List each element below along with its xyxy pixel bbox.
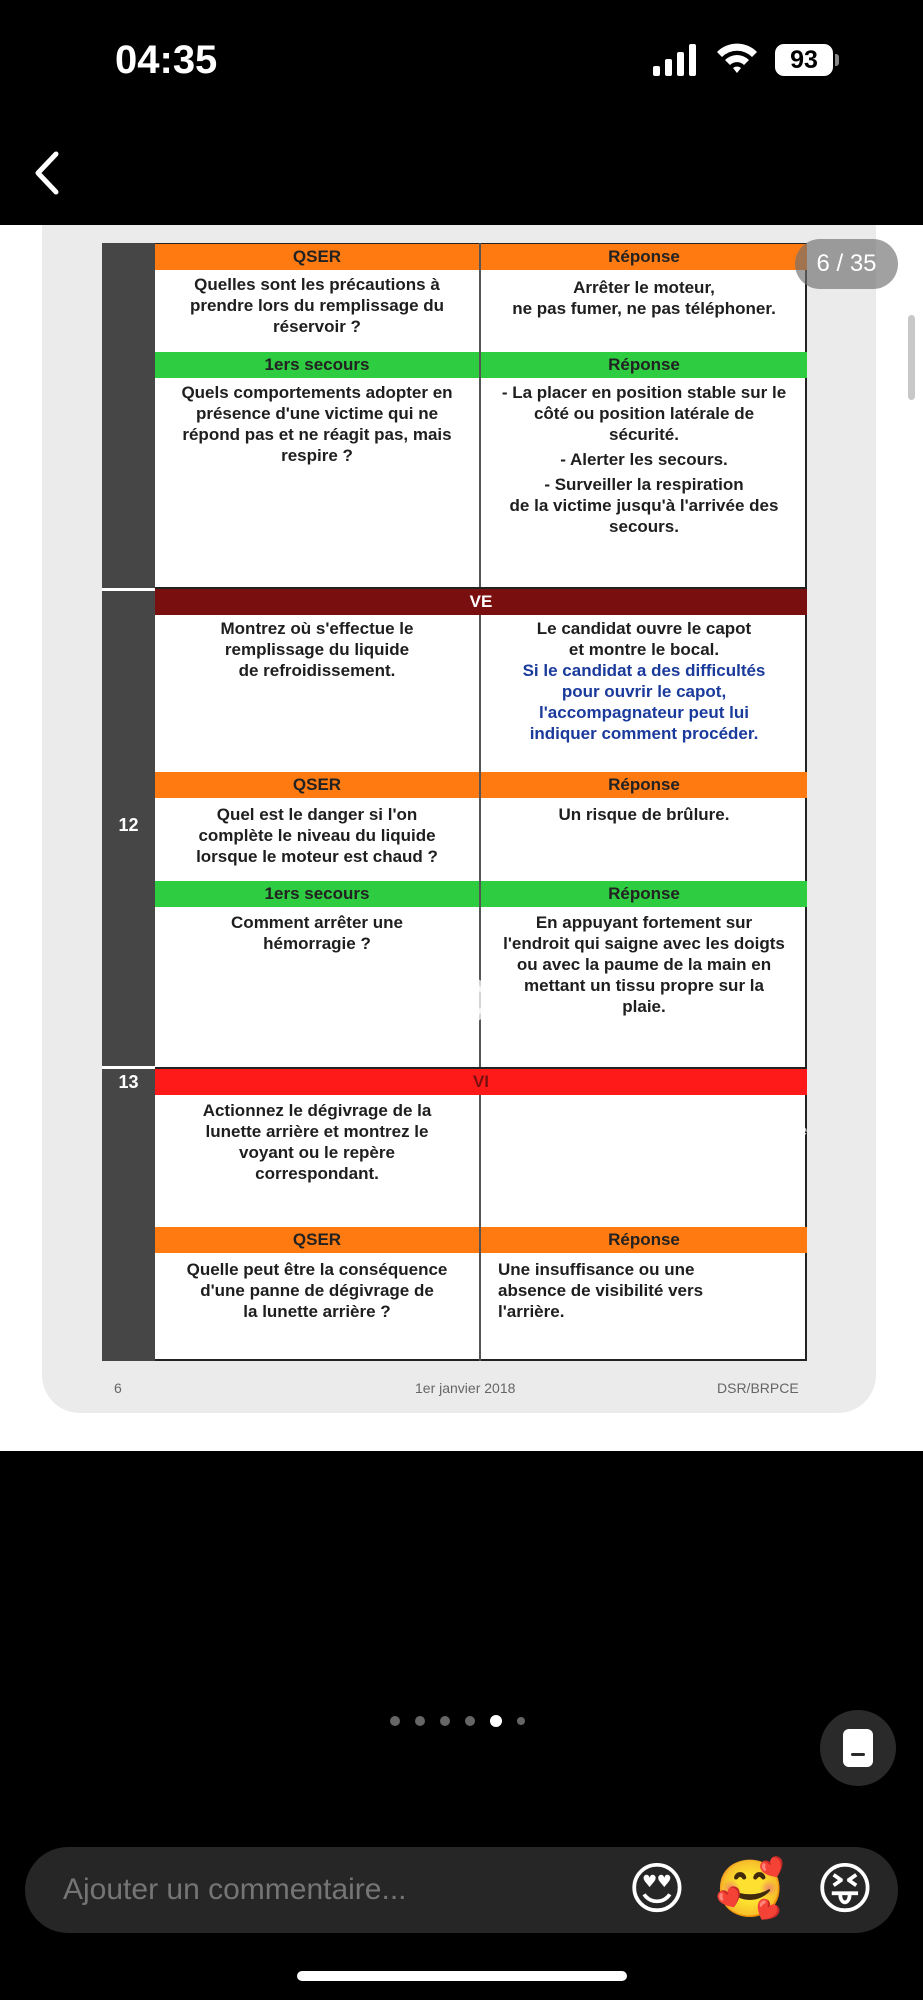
row-separator [102,588,155,591]
reponse-header: Réponse [481,244,807,270]
answer-text: Une insuffisance ou une absence de visibilité vers l'arrière. [498,1260,704,1321]
vi-header: VI [155,1069,807,1095]
reponse-header: Réponse [481,1227,807,1253]
comment-input[interactable] [63,1847,603,1933]
answer-text: Arrêter le moteur, ne pas fumer, ne pas téléphoner. [512,278,776,318]
status-bar [0,0,923,120]
image-counter: 6 / 35 [795,239,898,289]
reponse-header: Réponse [481,352,807,378]
carousel-pagination [390,1714,525,1728]
answer-text: Le candidat ouvre le capot et montre le bocal. [536,619,752,659]
page-dot[interactable] [465,1716,475,1726]
question-text: Quel est le danger si l'on complète le niveau du liquide lorsque le moteur est chaud ? [196,805,438,866]
question-text: Quels comportements adopter en présence d'une victime qui ne répond pas et ne réagit pas, mais respire ? [181,383,453,465]
answer-text: - La placer en position stable sur le côté ou position latérale de sécurité. [501,383,787,444]
smiling-hearts-reaction[interactable]: 🥰 [715,1857,785,1922]
page-dot-active[interactable] [490,1715,502,1727]
clock: 04:35 [115,38,218,82]
question-text: Comment arrêter une hémorragie ? [231,913,403,953]
question-text: Quelle peut être la conséquence d'une panne de dégivrage de la lunette arrière ? [186,1260,448,1321]
page-dot[interactable] [415,1716,425,1726]
page-dot[interactable] [517,1717,525,1725]
captions-button[interactable] [820,1710,896,1786]
answer-text: - Alerter les secours. [560,450,728,469]
scrollbar[interactable] [908,315,915,400]
row-number-13: 13 [118,1072,139,1092]
heart-eyes-reaction[interactable]: 😍 [627,1857,687,1922]
cellular-signal-icon [653,44,697,76]
question-text: Montrez où s'effectue le remplissage du liquide de refroidissement. [220,619,414,680]
answer-text: - Surveiller la respiration de la victime jusqu'à l'arrivée des secours. [509,475,779,536]
page-dot[interactable] [440,1716,450,1726]
qser-header: QSER [155,772,479,798]
reponse-header: Réponse [481,881,807,907]
play-icon[interactable] [410,940,510,1060]
column-divider [479,243,481,1361]
secours-header: 1ers secours [155,881,479,907]
wifi-icon [715,40,759,76]
row-number-column [102,243,155,1361]
ve-header: VE [155,589,807,615]
answer-note: Si le candidat a des difficultés pour ouvrir le capot, l'accompagnateur peut lui indiquer comment procéder. [522,661,766,743]
battery-icon [775,44,839,76]
page-number: 6 [114,1380,122,1396]
reponse-header: Réponse [481,772,807,798]
document-date: 1er janvier 2018 [415,1380,516,1396]
home-indicator[interactable] [297,1971,627,1981]
battery-level: 93 [775,44,833,76]
page-dot[interactable] [390,1716,400,1726]
squinting-tongue-reaction[interactable]: 😝 [815,1857,875,1922]
back-chevron-icon[interactable] [28,148,68,198]
answer-text: Un risque de brûlure. [558,805,730,824]
row-number-12: 12 [118,815,139,835]
question-text: Actionnez le dégivrage de la lunette arrière et montrez le voyant ou le repère correspondant. [202,1101,432,1183]
qser-header: QSER [155,244,479,270]
question-text: Quelles sont les précautions à prendre lors du remplissage du réservoir ? [189,275,445,336]
secours-header: 1ers secours [155,352,479,378]
qser-header: QSER [155,1227,479,1253]
document-source: DSR/BRPCE [717,1380,799,1396]
answer-text: En appuyant fortement sur l'endroit qui saigne avec les doigts ou avec la paume de la main en mettant un tissu propre sur la plaie. [503,913,785,1016]
tiktok-watermark: Stéphane automobile [675,1122,808,1138]
captions-icon [843,1729,873,1767]
row-separator [102,1066,155,1069]
